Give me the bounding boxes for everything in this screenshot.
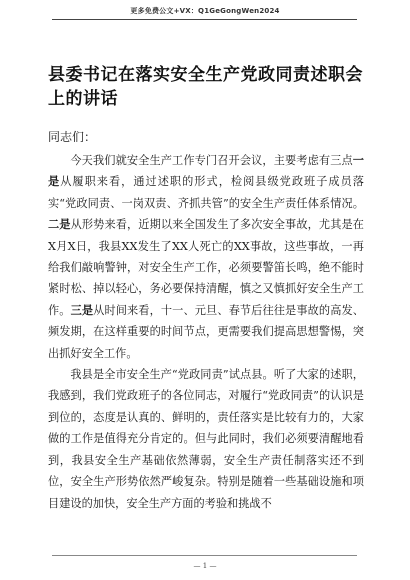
point-one-label: 一是	[48, 154, 364, 189]
salutation: 同志们：	[48, 130, 97, 144]
point-three-label: 三是	[70, 303, 94, 317]
document-title: 县委书记在落实安全生产党政同责述职会上的讲话	[48, 65, 363, 109]
point-two-text: 从形势来看，近期以来全国发生了多次安全事故，尤其是在X月X日，我县XX发生了XX人死亡的XX事故，这些事故，一再给我们敲响警钟，对安全生产工作，必须要警笛长鸣，绝不能时紧时松、掉以轻心，务必要保持清醒，慎之又慎抓好安全生产工作。	[48, 218, 364, 317]
page-number: — 1 —	[193, 562, 217, 570]
point-three-text: 从时间来看，十一、元旦、春节后往往是事故的高发、频发期，在这样重要的时间节点，更需要我们提高思想警惕，突出抓好安全工作。	[48, 303, 364, 360]
paragraph-2: 我县是全市安全生产“党政同责”试点县。听了大家的述职，我感到，我们党政班子的各位同志，对履行“党政同责”的认识是到位的，态度是认真的、鲜明的，责任落实是比较有力的，大家做的工作是值得充分肯定的。但与此同时，我们必须要清醒地看到，我县安全生产基础依然薄弱，安全生产责任制落实还不到位，安全生产形势依然严峻复杂。特别是随着一些基础设施和项目建设的加快，安全生产方面的考验和挑战不	[48, 368, 364, 510]
footer-divider	[52, 555, 357, 556]
header-divider	[52, 19, 357, 20]
document-body	[48, 150, 364, 550]
point-two-label: 二是	[48, 218, 71, 232]
header-banner: 更多免费公文+VX：Q1GeGongWen2024	[130, 7, 280, 15]
point-one-text: 从履职来看，通过述职的形式，检阅县级党政班子成员落实“党政同责、一岗双责、齐抓共管”的安全生产责任体系情况。	[48, 175, 364, 210]
paragraph-1-intro: 今天我们就安全生产工作专门召开会议，主要考虑有三点	[70, 154, 353, 167]
paragraph-1	[48, 150, 364, 364]
